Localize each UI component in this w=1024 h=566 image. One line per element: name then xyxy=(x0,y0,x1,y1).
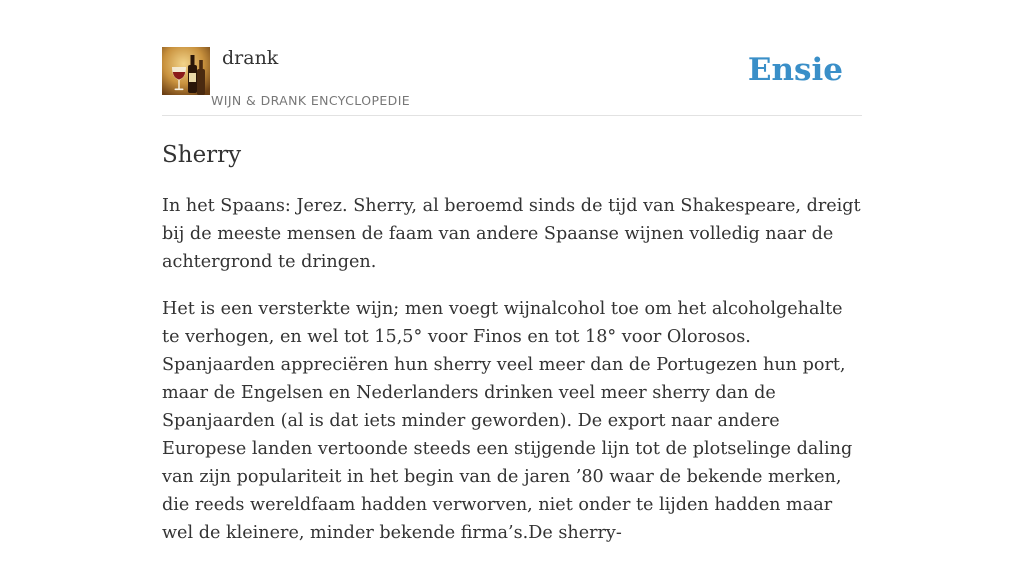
site-subtitle: WIJN & DRANK ENCYCLOPEDIE xyxy=(211,93,411,108)
article-paragraph: In het Spaans: Jerez. Sherry, al beroemd sinds de tijd van Shakespeare, dreigt bij de meeste mensen de faam van andere Spaanse wijnen volledig naar de achtergrond te dringen. xyxy=(162,196,861,272)
header xyxy=(162,0,862,116)
wine-glass-bottle-icon xyxy=(162,47,210,95)
page xyxy=(162,0,862,543)
article-paragraph: Het is een versterkte wijn; men voegt wijnalcohol toe om het alcoholgehalte te verhogen, en wel tot 15,5° voor Finos en tot 18° voor Olorosos. Spanjaarden appreciëren hun sherry veel meer dan de Portugezen hun port, maar de Engelsen en Nederlanders drinken veel meer sherry dan de Spanjaarden (al is dat iets minder geworden). De export naar andere Europese landen vertoonde steeds een stijgende lijn tot de plotselinge daling van zijn populariteit in het begin van de jaren ’80 waar de bekende merken, die reeds wereldfaam hadden verworven, niet onder te lijden hadden maar wel de kleinere, minder bekende firma’s.De sherry- xyxy=(162,299,853,543)
article-body xyxy=(162,192,862,566)
site-name-link[interactable]: drank xyxy=(222,47,279,69)
brand-logo-link[interactable]: Ensie xyxy=(747,52,843,88)
page-title: Sherry xyxy=(162,142,242,168)
avatar[interactable] xyxy=(162,47,210,95)
